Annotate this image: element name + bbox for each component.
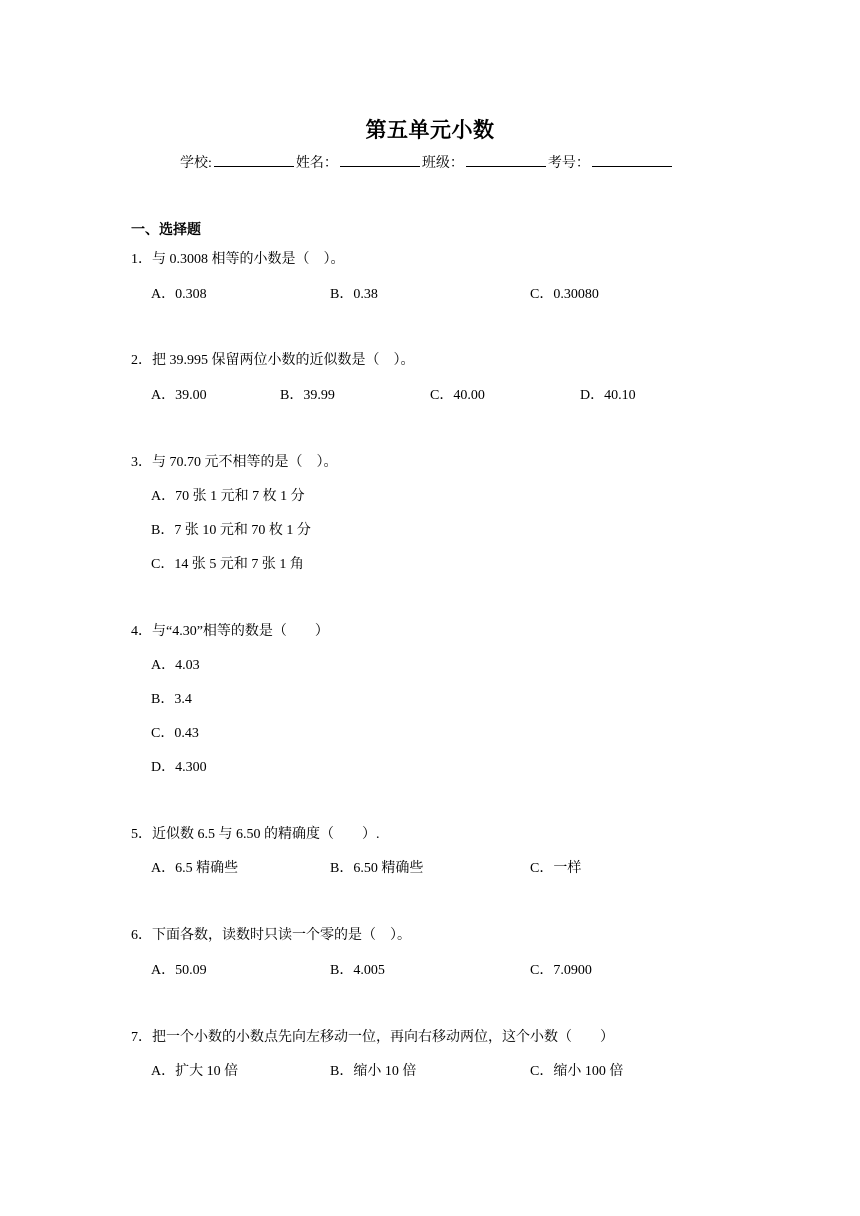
option-2b[interactable]: B．39.99 <box>280 388 335 403</box>
section-heading: 一、选择题 <box>131 223 201 238</box>
option-3a[interactable]: A．70 张 1 元和 7 枚 1 分 <box>151 489 305 504</box>
question-3: 3．与 70.70 元不相等的是（ ）。 <box>131 455 338 470</box>
question-2: 2．把 39.995 保留两位小数的近似数是（ ）。 <box>131 353 415 368</box>
page-title: 第五单元小数 <box>365 118 495 142</box>
question-4: 4．与“4.30”相等的数是（ ） <box>131 624 329 639</box>
question-6: 6．下面各数，读数时只读一个零的是（ ）。 <box>131 928 411 943</box>
question-1: 1．与 0.3008 相等的小数是（ ）。 <box>131 252 345 267</box>
option-4d[interactable]: D．4.300 <box>151 760 207 775</box>
school-label: 学校: <box>180 156 212 171</box>
school-blank[interactable] <box>214 152 294 167</box>
option-5c[interactable]: C．一样 <box>530 861 582 876</box>
option-2c[interactable]: C．40.00 <box>430 388 485 403</box>
question-5: 5．近似数 6.5 与 6.50 的精确度（ ）. <box>131 827 380 842</box>
class-blank[interactable] <box>466 152 546 167</box>
option-3b[interactable]: B．7 张 10 元和 70 枚 1 分 <box>151 523 311 538</box>
option-4a[interactable]: A．4.03 <box>151 658 200 673</box>
option-6b[interactable]: B．4.005 <box>330 963 385 978</box>
option-3c[interactable]: C．14 张 5 元和 7 张 1 角 <box>151 557 304 572</box>
option-7a[interactable]: A．扩大 10 倍 <box>151 1064 239 1079</box>
option-4c[interactable]: C．0.43 <box>151 726 199 741</box>
option-6a[interactable]: A．50.09 <box>151 963 207 978</box>
option-5a[interactable]: A．6.5 精确些 <box>151 861 239 876</box>
name-blank[interactable] <box>340 152 420 167</box>
option-4b[interactable]: B．3.4 <box>151 692 192 707</box>
option-1b[interactable]: B．0.38 <box>330 287 378 302</box>
number-label: 考号： <box>547 156 590 171</box>
question-7: 7．把一个小数的小数点先向左移动一位，再向右移动两位，这个小数（ ） <box>131 1030 614 1045</box>
option-7c[interactable]: C．缩小 100 倍 <box>530 1064 624 1079</box>
option-7b[interactable]: B．缩小 10 倍 <box>330 1064 417 1079</box>
name-label: 姓名： <box>295 156 338 171</box>
option-2a[interactable]: A．39.00 <box>151 388 207 403</box>
option-5b[interactable]: B．6.50 精确些 <box>330 861 424 876</box>
student-info-line <box>180 152 674 172</box>
number-blank[interactable] <box>592 152 672 167</box>
option-1a[interactable]: A．0.308 <box>151 287 207 302</box>
option-2d[interactable]: D．40.10 <box>580 388 636 403</box>
option-1c[interactable]: C．0.30080 <box>530 287 599 302</box>
class-label: 班级： <box>421 156 464 171</box>
option-6c[interactable]: C．7.0900 <box>530 963 592 978</box>
